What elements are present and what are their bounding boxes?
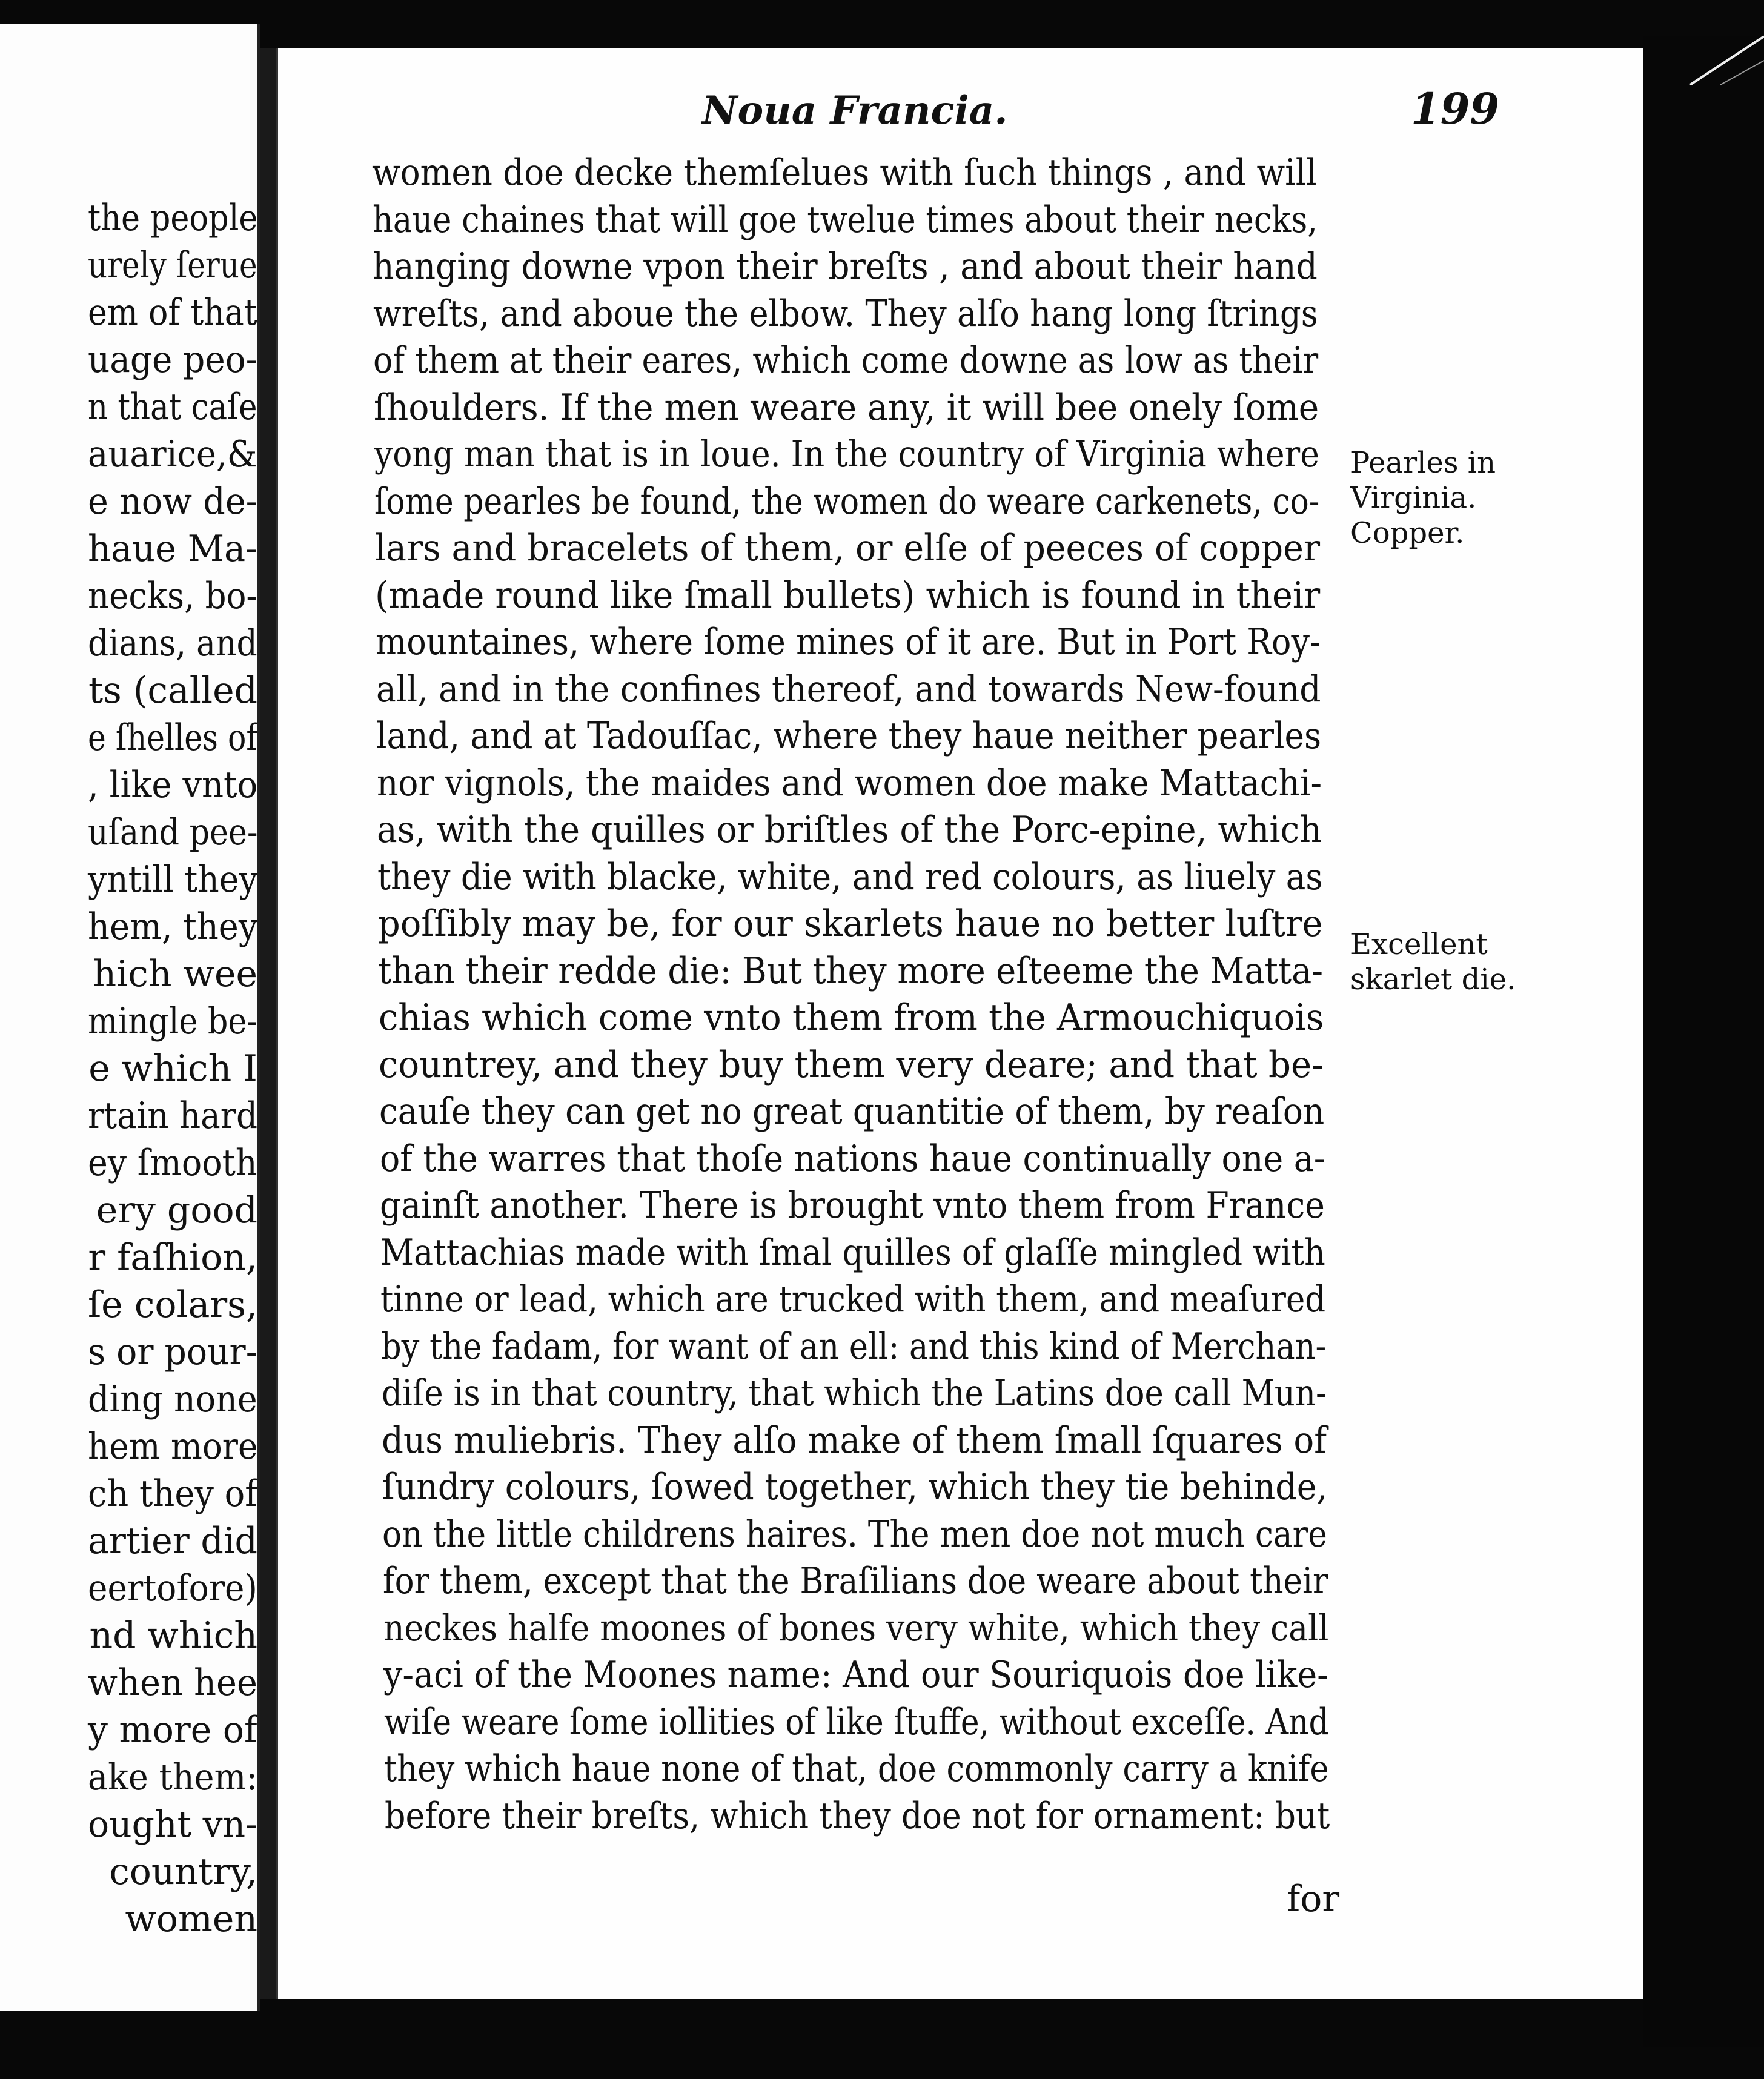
body-line: countrey, and they buy them very deare; and that be- [379,1043,1324,1086]
body-line: ſome pearles be found, the women do weare carkenets, co- [374,480,1320,523]
left-page-line: urely ſerue [88,244,257,287]
body-line: yong man that is in loue. In the country of Virginia where [374,433,1319,476]
page-number: 199 [1411,84,1500,134]
margin-note-line: Excellent [1350,927,1488,961]
left-page-line: artier did [87,1520,257,1562]
body-line: nor vignols, the maides and women doe make Mattachi- [376,761,1322,804]
body-line: mountaines, where ſome mines of it are. But in Port Roy- [376,621,1321,663]
left-page-line: country, [109,1851,257,1893]
body-line: Mattachias made with ſmal quilles of glaſſe mingled with [380,1231,1325,1274]
left-page-line: when hee [88,1662,257,1704]
body-line: wreſts, and aboue the elbow. They alſo hang long ſtrings [373,292,1318,335]
margin-note-line: Pearles in [1350,446,1496,480]
body-line: as, with the quilles or briſtles of the Porc-epine, which [377,809,1322,851]
left-page-line: uſand pee- [87,811,257,854]
left-page-line: n that caſe [88,386,257,428]
left-page-line: e which I [88,1047,257,1090]
body-line: hanging downe vpon their breſts , and about their hand [373,245,1318,288]
facing-page-left [0,24,260,2011]
left-page-line: nd which [89,1614,257,1657]
left-page-line: e ſhelles of [87,717,257,759]
body-line: (made round like ſmall bullets) which is found in their [375,574,1321,617]
body-line: lars and bracelets of them, or elſe of peeces of copper [374,527,1320,569]
left-page-line: auarice,& [88,433,257,476]
left-page-line: ſe colars, [87,1284,257,1326]
left-page-line: s or pour- [88,1331,257,1373]
running-head: Noua Francia. [702,88,1008,133]
body-line: diſe is in that country, that which the Latins doe call Mun- [381,1372,1327,1414]
left-page-line: necks, bo- [88,575,257,617]
left-page-line: ding none [88,1378,257,1421]
body-line: before their breſts, which they doe not for ornament: but [385,1794,1330,1837]
left-page-line: ought vn- [88,1803,257,1846]
left-page-line: em of that [88,291,257,334]
body-line: they which haue none of that, doe commonly carry a knife [384,1748,1330,1790]
left-page-line: ey ſmooth [88,1142,257,1184]
body-line: of the warres that thoſe nations haue continually one a- [379,1137,1325,1180]
left-page-line: rtain hard [88,1095,257,1137]
page-corner-curl [1684,0,1764,85]
body-line: women doe decke themſelues with ſuch things , and will [372,151,1317,194]
left-page-line: uage peo- [88,339,257,381]
left-page-line: e now de- [88,480,257,523]
body-line: land, and at Tadouſſac, where they haue neither pearles [376,715,1322,757]
body-line: neckes halfe moones of bones very white, which they call [383,1606,1329,1650]
left-page-line: y more of [88,1709,257,1751]
left-page-line: ch they of [88,1473,257,1515]
body-line: ſhoulders. If the men weare any, it will bee onely ſome [374,386,1319,429]
left-page-line: hem, they [87,906,257,948]
body-line: tinne or lead, which are trucked with them, and meaſured [380,1278,1326,1321]
left-page-line: , like vnto [87,764,257,806]
body-line: chias which come vnto them from the Armouchiquois [378,996,1324,1039]
body-line: than their redde die: But they more eſteeme the Matta- [378,949,1324,992]
catchword: for [1287,1878,1340,1920]
left-page-line: dians, and [88,622,257,665]
page-right [276,48,1646,1999]
body-line: cauſe they can get no great quantitie of them, by reaſon [379,1090,1325,1133]
left-page-line: eertofore) [88,1567,257,1610]
left-page-line: hich wee [93,953,257,995]
body-line: they die with blacke, white, and red colours, as liuely as [377,855,1323,898]
left-page-line: haue Ma- [87,528,257,570]
left-page-line: yntill they [87,858,257,901]
body-line: haue chaines that will goe twelue times about their necks, [372,198,1318,241]
left-page-line: the people [87,197,257,239]
left-page-line: women [125,1898,257,1940]
left-page-line: ake them: [87,1756,257,1799]
margin-note-line: Copper. [1350,516,1465,550]
body-line: on the little childrens haires. The men doe not much care [382,1513,1328,1556]
body-line: y-aci of the Moones name: And our Souriquois doe like- [383,1654,1329,1696]
left-page-line: r faſhion, [88,1236,257,1279]
left-page-line: ery good [96,1189,257,1232]
body-line: for them, except that the Braſilians doe weare about their [383,1560,1328,1602]
body-line: of them at their eares, which come downe as low as their [373,339,1319,382]
body-line: dus muliebris. They alſo make of them ſmall ſquares of [382,1419,1327,1462]
left-page-line: mingle be- [87,1000,257,1043]
body-line: all, and in the confines thereof, and towards New-found [376,668,1321,711]
body-line: poſſibly may be, for our skarlets haue no better luſtre [377,903,1323,945]
book-edge [1643,36,1764,2047]
margin-note-line: Virginia. [1350,481,1477,515]
body-line: ſundry colours, ſowed together, which they tie behinde, [382,1466,1327,1508]
left-page-line: ts (called [88,669,257,712]
margin-note-line: skarlet die. [1350,963,1516,996]
left-page-line: hem more [87,1425,257,1468]
body-line: wiſe weare ſome iollities of like ſtuffe, without exceſſe. And [383,1700,1329,1743]
body-line: by the fadam, for want of an ell: and this kind of Merchan- [381,1325,1327,1368]
body-line: gainſt another. There is brought vnto them from France [380,1184,1325,1227]
